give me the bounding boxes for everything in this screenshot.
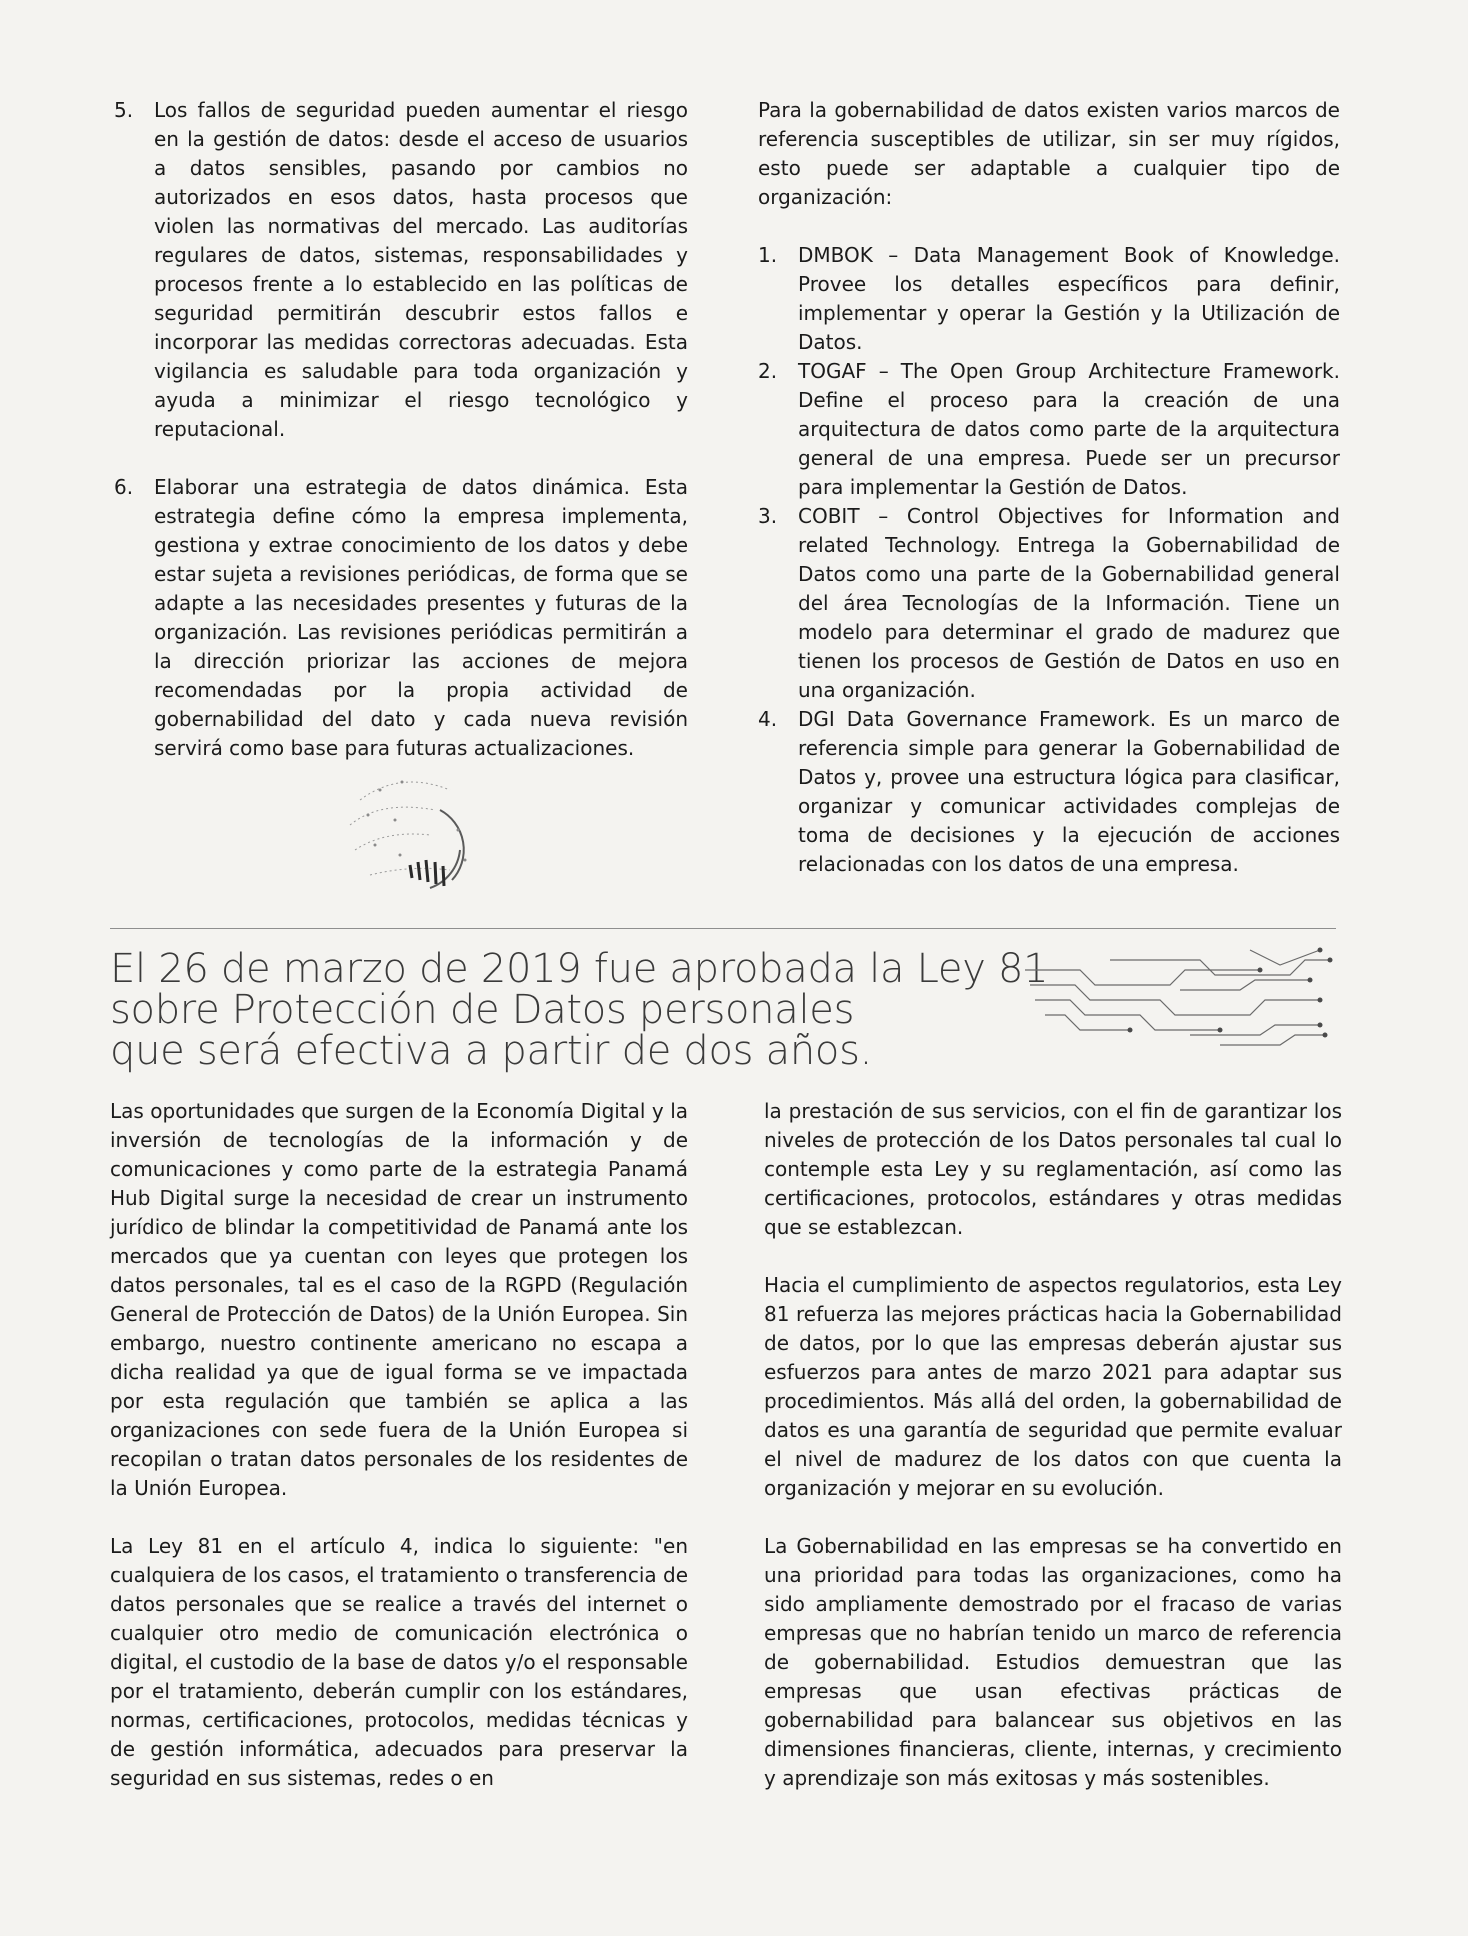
- list-item-text: TOGAF – The Open Group Architecture Framework. Define el proceso para la creación de una arquitectura de datos como parte de la arquitectura general de una empresa. Puede ser un precursor para implementar la Gestión de Datos.: [798, 359, 1340, 499]
- paragraph: La Gobernabilidad en las empresas se ha convertido en una prioridad para todas las organizaciones, como ha sido ampliamente demostrado por el fracaso de varias empresas que no habrían tenido un marco de referencia de gobernabilidad. Estudios demuestran que las empresas que usan efectivas prácticas de gobernabilidad para balancear sus objetivos en las dimensiones financieras, cliente, internas, y crecimiento y aprendizaje son más exitosas y más sostenibles.: [764, 1534, 1342, 1790]
- list-item-text: COBIT – Control Objectives for Information and related Technology. Entrega la Gobernabilidad de Datos como una parte de la Gobernabilidad general del área Tecnologías de la Información. Tiene un modelo para determinar el grado de madurez que tienen los procesos de Gestión de Datos en uso en una organización.: [798, 504, 1340, 702]
- bottom-right-column: [764, 1097, 1342, 1793]
- paragraph: Hacia el cumplimiento de aspectos regulatorios, esta Ley 81 refuerza las mejores prácticas hacia la Gobernabilidad de datos, por lo que las empresas deberán ajustar sus esfuerzos para antes de marzo 2021 para adaptar sus procedimientos. Más allá del orden, la gobernabilidad de datos es una garantía de seguridad que permite evaluar el nivel de madurez de los datos con que cuenta la organización y mejorar en su evolución.: [764, 1273, 1342, 1500]
- list-item-number: 5.: [114, 98, 134, 122]
- bottom-left-column: [110, 1097, 688, 1793]
- paragraph: La Ley 81 en el artículo 4, indica lo siguiente: "en cualquiera de los casos, el tratamiento o transferencia de datos personales que se realice a través del internet o cualquier otro medio de comunicación electrónica o digital, el custodio de la base de datos y/o el responsable por el tratamiento, deberán cumplir con los estándares, normas, certificaciones, protocolos, medidas técnicas y de gestión informática, adecuados para preservar la seguridad en sus sistemas, redes o en: [110, 1534, 688, 1790]
- list-item-number: 1.: [758, 243, 778, 267]
- list-item: [758, 357, 1340, 502]
- paragraph: Las oportunidades que surgen de la Economía Digital y la inversión de tecnologías de la información y de comunicaciones y como parte de la estrategia Panamá Hub Digital surge la necesidad de crear un instrumento jurídico de blindar la competitividad de Panamá ante los mercados que ya cuentan con leyes que protegen los datos personales, tal es el caso de la RGPD (Regulación General de Protección de Datos) de la Unión Europea. Sin embargo, nuestro continente americano no escapa a dicha realidad ya que de igual forma se ve impactada por esta regulación que también se aplica a las organizaciones con sede fuera de la Unión Europea si recopilan o tratan datos personales de los residentes de la Unión Europea.: [110, 1099, 688, 1500]
- circuit-board-icon: [1020, 940, 1340, 1055]
- list-item-number: 2.: [758, 359, 778, 383]
- list-item: [758, 241, 1340, 357]
- list-item: [758, 705, 1340, 879]
- list-item-text: DMBOK – Data Management Book of Knowledge. Provee los detalles específicos para definir, implementar y operar la Gestión y la Utilización de Datos.: [798, 243, 1340, 354]
- frameworks-intro: Para la gobernabilidad de datos existen varios marcos de referencia susceptibles de utilizar, sin ser muy rígidos, esto puede ser adaptable a cualquier tipo de organización:: [758, 98, 1340, 209]
- headline-line: El 26 de marzo de 2019 fue aprobada la Ley 81: [110, 946, 1049, 992]
- digital-globe-icon: [340, 770, 490, 910]
- headline-line: que será efectiva a partir de dos años.: [110, 1028, 873, 1074]
- list-item-number: 6.: [114, 475, 134, 499]
- section-divider: [110, 928, 1336, 929]
- list-item-number: 3.: [758, 504, 778, 528]
- list-item-text: DGI Data Governance Framework. Es un marco de referencia simple para generar la Gobernabilidad de Datos y, provee una estructura lógica para clasificar, organizar y comunicar actividades complejas de toma de decisiones y la ejecución de acciones relacionadas con los datos de una empresa.: [798, 707, 1340, 876]
- list-item-text: Los fallos de seguridad pueden aumentar el riesgo en la gestión de datos: desde el acceso de usuarios a datos sensibles, pasando por cambios no autorizados en esos datos, hasta procesos que violen las normativas del mercado. Las auditorías regulares de datos, sistemas, responsabilidades y procesos frente a lo establecido en las políticas de seguridad permitirán descubrir estos fallos e incorporar las medidas correctoras adecuadas. Esta vigilancia es saludable para toda organización y ayuda a minimizar el riesgo tecnológico y reputacional.: [154, 98, 688, 441]
- list-item-number: 4.: [758, 707, 778, 731]
- headline: [110, 946, 1049, 1074]
- top-left-column: [114, 96, 688, 763]
- list-item: [758, 502, 1340, 705]
- paragraph: la prestación de sus servicios, con el fin de garantizar los niveles de protección de los Datos personales tal cual lo contemple esta Ley y su reglamentación, así como las certificaciones, protocolos, estándares y otras medidas que se establezcan.: [764, 1099, 1342, 1239]
- headline-line: sobre Protección de Datos personales: [110, 987, 855, 1033]
- list-item: [114, 96, 688, 444]
- list-item: [114, 473, 688, 763]
- numbered-list-frameworks: [758, 241, 1340, 879]
- numbered-list-recommendations: [114, 96, 688, 763]
- top-right-column: [758, 96, 1340, 879]
- list-item-text: Elaborar una estrategia de datos dinámica. Esta estrategia define cómo la empresa implementa, gestiona y extrae conocimiento de los datos y debe estar sujeta a revisiones periódicas, de forma que se adapte a las necesidades presentes y futuras de la organización. Las revisiones periódicas permitirán a la dirección priorizar las acciones de mejora recomendadas por la propia actividad de gobernabilidad del dato y cada nueva revisión servirá como base para futuras actualizaciones.: [154, 475, 688, 760]
